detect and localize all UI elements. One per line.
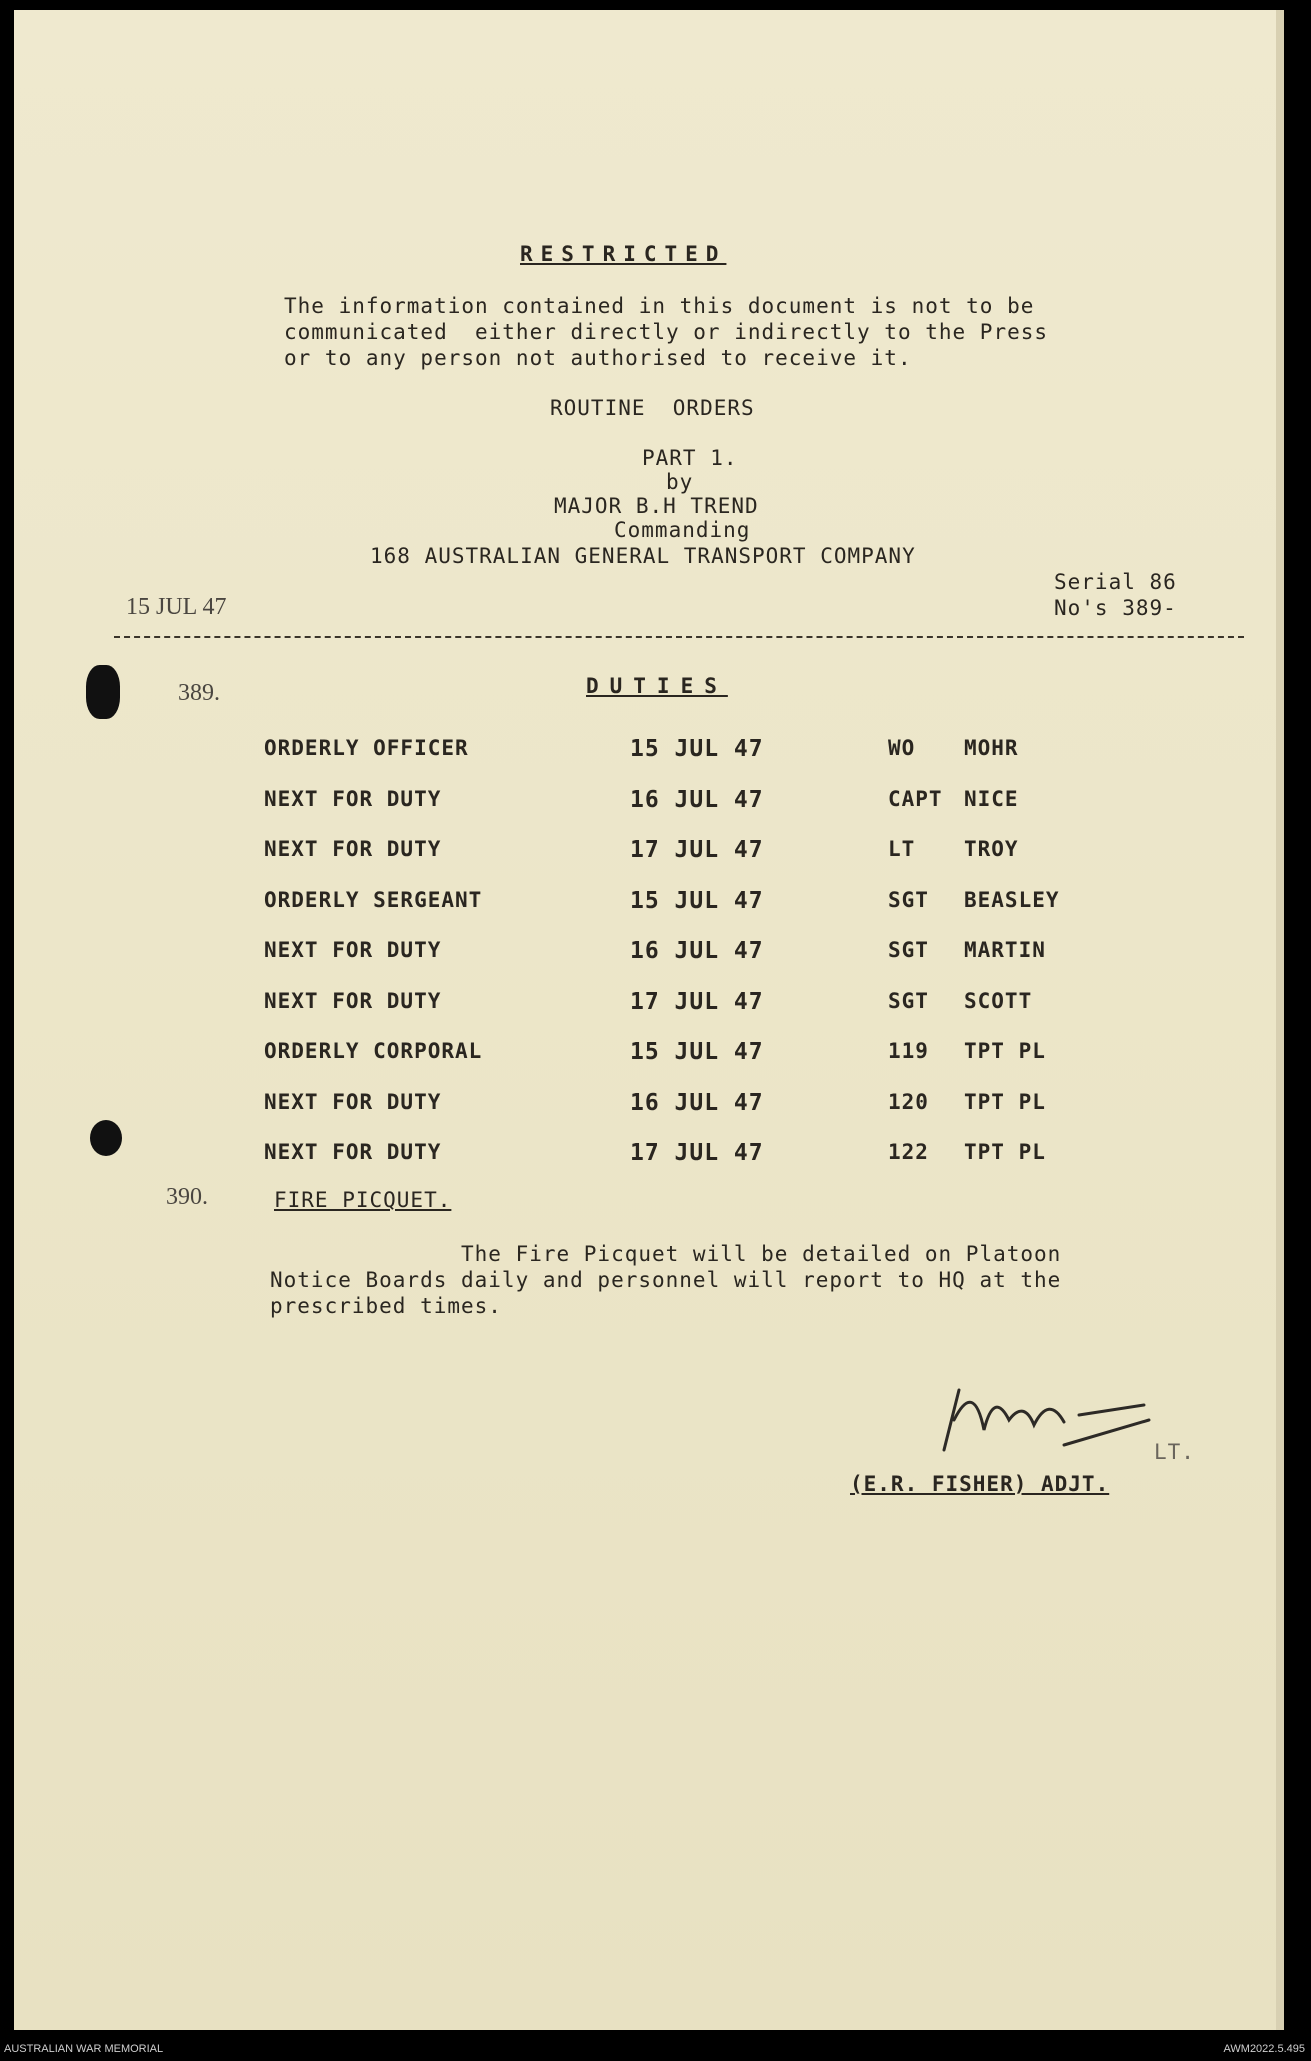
fire-picquet-line-1: The Fire Picquet will be detailed on Platoon — [270, 1242, 1062, 1266]
duty-role: ORDERLY SERGEANT — [264, 888, 483, 912]
duty-name: TPT PL — [964, 1090, 1046, 1114]
order-numbers: No's 389- — [1054, 596, 1177, 620]
duty-name: BEASLEY — [964, 888, 1060, 912]
duty-rank: 120 — [888, 1090, 929, 1114]
fire-picquet-heading: FIRE PICQUET. — [274, 1188, 452, 1212]
duty-rank: CAPT — [888, 787, 943, 811]
duties-item-number: 389. — [178, 680, 220, 706]
part-number: PART 1. — [642, 446, 738, 470]
duty-role: NEXT FOR DUTY — [264, 989, 442, 1013]
duty-name: TROY — [964, 837, 1019, 861]
signature-rank-suffix: LT. — [1154, 1440, 1195, 1464]
duty-name: TPT PL — [964, 1140, 1046, 1164]
document-page — [14, 10, 1284, 2030]
duty-role: NEXT FOR DUTY — [264, 1090, 442, 1114]
footer-right: AWM2022.5.495 — [1223, 2043, 1305, 2055]
duty-role: NEXT FOR DUTY — [264, 938, 442, 962]
duty-date: 17 JUL 47 — [630, 837, 764, 863]
notice-line-2: communicated either directly or indirectly to the Press — [284, 320, 1049, 344]
punch-hole-top — [86, 665, 120, 719]
order-date: 15 JUL 47 — [126, 594, 227, 620]
duty-rank: LT — [888, 837, 916, 861]
signature-block: (E.R. FISHER) ADJT. — [850, 1472, 1110, 1496]
duty-rank: 119 — [888, 1039, 929, 1063]
document-title: ROUTINE ORDERS — [550, 396, 755, 420]
punch-hole-bottom — [90, 1120, 122, 1156]
unit-name: 168 AUSTRALIAN GENERAL TRANSPORT COMPANY — [370, 544, 916, 568]
duty-rank: SGT — [888, 989, 929, 1013]
duty-rank: 122 — [888, 1140, 929, 1164]
commanding-officer: MAJOR B.H TREND — [554, 494, 759, 518]
duty-role: ORDERLY CORPORAL — [264, 1039, 483, 1063]
by-line: by — [666, 470, 694, 494]
duty-name: NICE — [964, 787, 1019, 811]
duty-date: 15 JUL 47 — [630, 736, 764, 762]
handwritten-signature — [914, 1360, 1174, 1470]
duty-date: 16 JUL 47 — [630, 938, 764, 964]
duty-name: MOHR — [964, 736, 1019, 760]
fire-picquet-line-3: prescribed times. — [270, 1294, 502, 1318]
duty-rank: SGT — [888, 888, 929, 912]
duty-rank: SGT — [888, 938, 929, 962]
duty-rank: WO — [888, 736, 916, 760]
duty-role: ORDERLY OFFICER — [264, 736, 469, 760]
footer-left: AUSTRALIAN WAR MEMORIAL — [4, 2043, 164, 2055]
duty-role: NEXT FOR DUTY — [264, 787, 442, 811]
duty-role: NEXT FOR DUTY — [264, 1140, 442, 1164]
fire-picquet-item-number: 390. — [166, 1184, 208, 1210]
duty-date: 16 JUL 47 — [630, 787, 764, 813]
duty-name: MARTIN — [964, 938, 1046, 962]
classification-heading: RESTRICTED — [520, 242, 727, 266]
notice-line-1: The information contained in this document is not to be — [284, 294, 1035, 318]
duty-date: 17 JUL 47 — [630, 989, 764, 1015]
duties-heading: DUTIES — [586, 674, 728, 698]
duty-date: 15 JUL 47 — [630, 888, 764, 914]
commanding-label: Commanding — [614, 518, 751, 542]
notice-line-3: or to any person not authorised to receive it. — [284, 346, 912, 370]
duty-date: 16 JUL 47 — [630, 1090, 764, 1116]
duty-name: TPT PL — [964, 1039, 1046, 1063]
serial-number: Serial 86 — [1054, 570, 1177, 594]
duty-role: NEXT FOR DUTY — [264, 837, 442, 861]
duty-name: SCOTT — [964, 989, 1033, 1013]
duty-date: 15 JUL 47 — [630, 1039, 764, 1065]
header-divider — [114, 636, 1244, 638]
fire-picquet-line-2: Notice Boards daily and personnel will report to HQ at the — [270, 1268, 1062, 1292]
duty-date: 17 JUL 47 — [630, 1140, 764, 1166]
